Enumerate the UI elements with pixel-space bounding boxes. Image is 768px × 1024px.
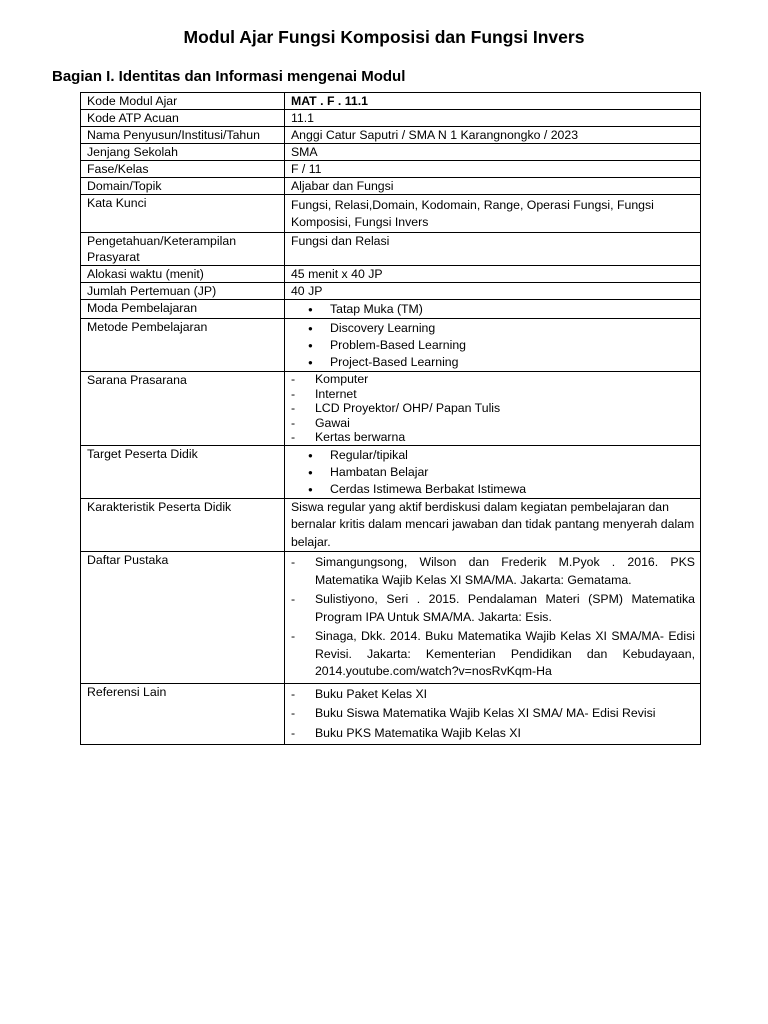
- row-value: Aljabar dan Fungsi: [284, 178, 700, 195]
- reference-list: [291, 554, 695, 681]
- table-row: [81, 144, 701, 161]
- row-label: Metode Pembelajaran: [81, 319, 285, 372]
- table-row: [81, 300, 701, 319]
- row-value: Fungsi, Relasi,Domain, Kodomain, Range, Operasi Fungsi, Fungsi Komposisi, Fungsi Invers: [284, 195, 700, 233]
- module-identity-table: [80, 92, 701, 745]
- row-label: Referensi Lain: [81, 683, 285, 745]
- row-label: Pengetahuan/Keterampilan Prasyarat: [81, 233, 285, 266]
- row-value: SMA: [284, 144, 700, 161]
- row-value: [284, 683, 700, 745]
- list-item: ● Discovery Learning: [308, 320, 695, 337]
- list-item: ● Hambatan Belajar: [308, 464, 695, 481]
- list-item: - Sulistiyono, Seri . 2015. Pendalaman Materi (SPM) Matematika Program IPA Untuk SMA/MA. Jakarta: Esis.: [291, 591, 695, 626]
- row-label: Domain/Topik: [81, 178, 285, 195]
- row-label: Kata Kunci: [81, 195, 285, 233]
- dash-list: [291, 372, 695, 445]
- table-row: [81, 498, 701, 552]
- table-row: [81, 127, 701, 144]
- row-value: [284, 300, 700, 319]
- table-row: [81, 552, 701, 684]
- table-row: [81, 319, 701, 372]
- list-item: - Sinaga, Dkk. 2014. Buku Matematika Wajib Kelas XI SMA/MA- Edisi Revisi. Jakarta: Kementerian Pendidikan dan Kebudayaan, 2014.youtube.com/watch?v=nosRvKqm-Ha: [291, 628, 695, 681]
- page-title: Modul Ajar Fungsi Komposisi dan Fungsi Invers: [183, 27, 585, 47]
- list-item: - Simangungsong, Wilson dan Frederik M.Pyok . 2016. PKS Matematika Wajib Kelas XI SMA/MA. Jakarta: Gematama.: [291, 554, 695, 589]
- list-item: - Gawai: [291, 416, 695, 431]
- row-value: Anggi Catur Saputri / SMA N 1 Karangnongko / 2023: [284, 127, 700, 144]
- list-item: - LCD Proyektor/ OHP/ Papan Tulis: [291, 401, 695, 416]
- table-row: [81, 283, 701, 300]
- row-label: Alokasi waktu (menit): [81, 266, 285, 283]
- row-value: [284, 552, 700, 684]
- row-label: Jenjang Sekolah: [81, 144, 285, 161]
- section-heading: Bagian I. Identitas dan Informasi mengenai Modul: [52, 68, 406, 85]
- table-row: [81, 110, 701, 127]
- table-row: [81, 178, 701, 195]
- list-item: ● Cerdas Istimewa Berbakat Istimewa: [308, 481, 695, 498]
- row-value: 11.1: [284, 110, 700, 127]
- bullet-list: [291, 320, 695, 371]
- list-item: - Komputer: [291, 372, 695, 387]
- table-row: [81, 233, 701, 266]
- table-row: [81, 372, 701, 446]
- table-row: [81, 195, 701, 233]
- table-row: [81, 445, 701, 498]
- row-value: MAT . F . 11.1: [284, 93, 700, 110]
- table-row: [81, 683, 701, 745]
- row-label: Sarana Prasarana: [81, 372, 285, 446]
- row-label: Karakteristik Peserta Didik: [81, 498, 285, 552]
- row-value: 45 menit x 40 JP: [284, 266, 700, 283]
- row-value: 40 JP: [284, 283, 700, 300]
- row-value: F / 11: [284, 161, 700, 178]
- list-item: - Buku PKS Matematika Wajib Kelas XI: [291, 725, 695, 743]
- row-label: Daftar Pustaka: [81, 552, 285, 684]
- list-item: - Buku Siswa Matematika Wajib Kelas XI SMA/ MA- Edisi Revisi: [291, 705, 695, 723]
- reference-list: [291, 686, 695, 743]
- row-label: Kode Modul Ajar: [81, 93, 285, 110]
- list-item: - Internet: [291, 387, 695, 402]
- list-item: ● Problem-Based Learning: [308, 337, 695, 354]
- row-value: [284, 372, 700, 446]
- row-label: Moda Pembelajaran: [81, 300, 285, 319]
- table-row: [81, 161, 701, 178]
- list-item: - Kertas berwarna: [291, 430, 695, 445]
- row-label: Nama Penyusun/Institusi/Tahun: [81, 127, 285, 144]
- row-label: Target Peserta Didik: [81, 445, 285, 498]
- table-row: [81, 93, 701, 110]
- row-value: Fungsi dan Relasi: [284, 233, 700, 266]
- row-value: Siswa regular yang aktif berdiskusi dalam kegiatan pembelajaran dan bernalar kritis dalam mencari jawaban dan tidak pantang menyerah dalam belajar.: [284, 498, 700, 552]
- table-row: [81, 266, 701, 283]
- row-value: [284, 445, 700, 498]
- row-value: [284, 319, 700, 372]
- row-label: Fase/Kelas: [81, 161, 285, 178]
- bullet-list: [291, 301, 695, 318]
- row-label: Jumlah Pertemuan (JP): [81, 283, 285, 300]
- list-item: ● Tatap Muka (TM): [308, 301, 695, 318]
- list-item: ● Regular/tipikal: [308, 447, 695, 464]
- list-item: ● Project-Based Learning: [308, 354, 695, 371]
- list-item: - Buku Paket Kelas XI: [291, 686, 695, 704]
- bullet-list: [291, 447, 695, 498]
- row-label: Kode ATP Acuan: [81, 110, 285, 127]
